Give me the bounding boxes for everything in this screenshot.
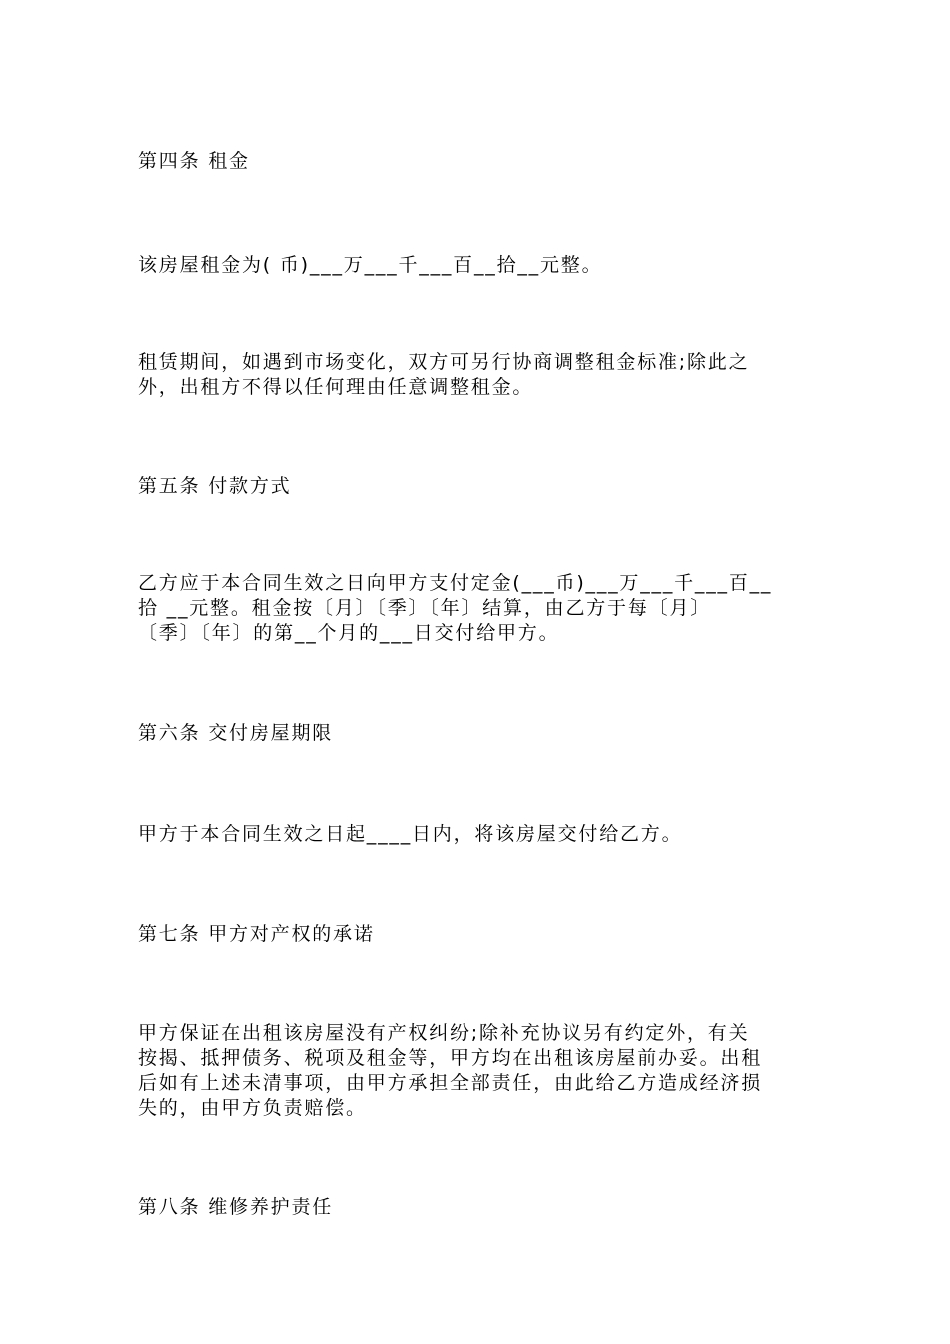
section-5-payment-paragraph (138, 571, 818, 646)
section-5-heading: 第五条 付款方式 (138, 475, 292, 497)
section-4-rent-amount-paragraph: 该房屋租金为( 币)___万___千___百__拾__元整。 (138, 254, 603, 276)
section-6-heading: 第六条 交付房屋期限 (138, 722, 334, 744)
section-6-delivery-paragraph: 甲方于本合同生效之日起____日内，将该房屋交付给乙方。 (138, 823, 683, 845)
paragraph-line: 乙方应于本合同生效之日向甲方支付定金(___币)___万___千___百__ (138, 572, 773, 594)
paragraph-line: 后如有上述未清事项，由甲方承担全部责任，由此给乙方造成经济损 (138, 1072, 763, 1094)
paragraph-line: 失的，由甲方负责赔偿。 (138, 1097, 367, 1119)
paragraph-line: 租赁期间，如遇到市场变化，双方可另行协商调整租金标准;除此之 (138, 351, 750, 373)
section-4-heading: 第四条 租金 (138, 150, 250, 172)
paragraph-line: 外，出租方不得以任何理由任意调整租金。 (138, 376, 534, 398)
paragraph-line: 按揭、抵押债务、税项及租金等，甲方均在出租该房屋前办妥。出租 (138, 1047, 763, 1069)
paragraph-line: 〔季〕〔年〕的第__个月的___日交付给甲方。 (138, 622, 560, 644)
section-7-heading: 第七条 甲方对产权的承诺 (138, 923, 375, 945)
section-7-ownership-paragraph (138, 1021, 818, 1121)
section-8-heading: 第八条 维修养护责任 (138, 1196, 334, 1218)
paragraph-line: 甲方保证在出租该房屋没有产权纠纷;除补充协议另有约定外，有关 (138, 1022, 750, 1044)
section-4-rent-adjustment-paragraph (138, 350, 818, 400)
paragraph-line: 拾 __元整。租金按〔月〕〔季〕〔年〕结算，由乙方于每〔月〕 (138, 597, 712, 619)
